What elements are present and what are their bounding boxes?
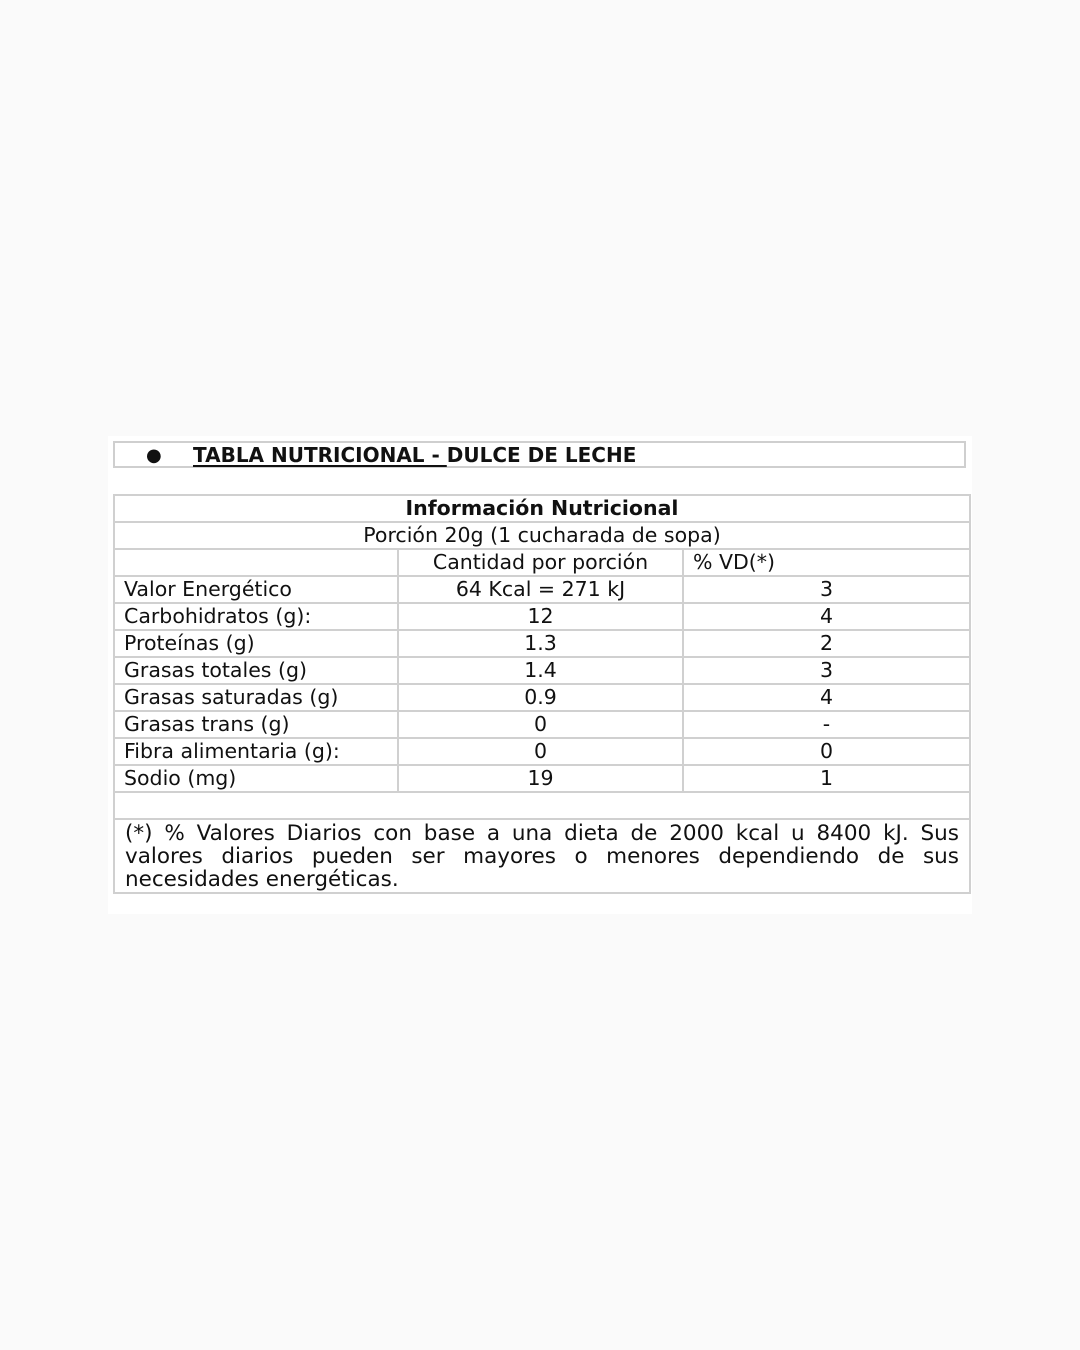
nutrient-amount: 1.4	[398, 657, 683, 684]
column-header-row	[114, 549, 970, 576]
nutrient-name: Grasas saturadas (g)	[114, 684, 398, 711]
nutrient-amount: 0	[398, 738, 683, 765]
table-row	[114, 603, 970, 630]
nutrient-amount: 64 Kcal = 271 kJ	[398, 576, 683, 603]
nutrient-amount: 1.3	[398, 630, 683, 657]
nutrient-vd: 0	[683, 738, 970, 765]
nutrition-table	[113, 494, 971, 894]
document-sheet	[108, 436, 972, 914]
nutrient-name: Sodio (mg)	[114, 765, 398, 792]
column-header-amount: Cantidad por porción	[398, 549, 683, 576]
nutrient-name: Carbohidratos (g):	[114, 603, 398, 630]
nutrient-name: Proteínas (g)	[114, 630, 398, 657]
portion-label: Porción 20g (1 cucharada de sopa)	[114, 522, 970, 549]
table-row	[114, 711, 970, 738]
nutrient-vd: 3	[683, 576, 970, 603]
nutrient-vd: 3	[683, 657, 970, 684]
table-row	[114, 684, 970, 711]
nutrient-amount: 0	[398, 711, 683, 738]
nutrient-name: Grasas totales (g)	[114, 657, 398, 684]
portion-row	[114, 522, 970, 549]
footnote: (*) % Valores Diarios con base a una dieta de 2000 kcal u 8400 kJ. Sus valores diarios pueden ser mayores o menores dependiendo de sus necesidades energéticas.	[114, 819, 970, 893]
document-heading	[193, 443, 636, 468]
nutrient-vd: -	[683, 711, 970, 738]
heading-underlined: TABLA NUTRICIONAL -	[193, 443, 447, 467]
table-row	[114, 765, 970, 792]
nutrient-vd: 1	[683, 765, 970, 792]
table-row	[114, 657, 970, 684]
heading-product: DULCE DE LECHE	[446, 443, 637, 467]
nutrient-amount: 12	[398, 603, 683, 630]
nutrient-name: Valor Energético	[114, 576, 398, 603]
column-header-vd: % VD(*)	[683, 549, 970, 576]
table-title: Información Nutricional	[114, 495, 970, 522]
nutrient-vd: 4	[683, 603, 970, 630]
heading-box	[113, 441, 966, 468]
blank-row	[114, 792, 970, 819]
footnote-row	[114, 819, 970, 893]
nutrient-name: Grasas trans (g)	[114, 711, 398, 738]
table-row	[114, 630, 970, 657]
nutrient-name: Fibra alimentaria (g):	[114, 738, 398, 765]
blank-cell	[114, 792, 970, 819]
nutrient-vd: 2	[683, 630, 970, 657]
table-row	[114, 576, 970, 603]
column-header-name	[114, 549, 398, 576]
nutrient-vd: 4	[683, 684, 970, 711]
table-row	[114, 738, 970, 765]
table-title-row	[114, 495, 970, 522]
nutrient-amount: 19	[398, 765, 683, 792]
nutrient-amount: 0.9	[398, 684, 683, 711]
bullet-icon: ●	[146, 445, 162, 466]
